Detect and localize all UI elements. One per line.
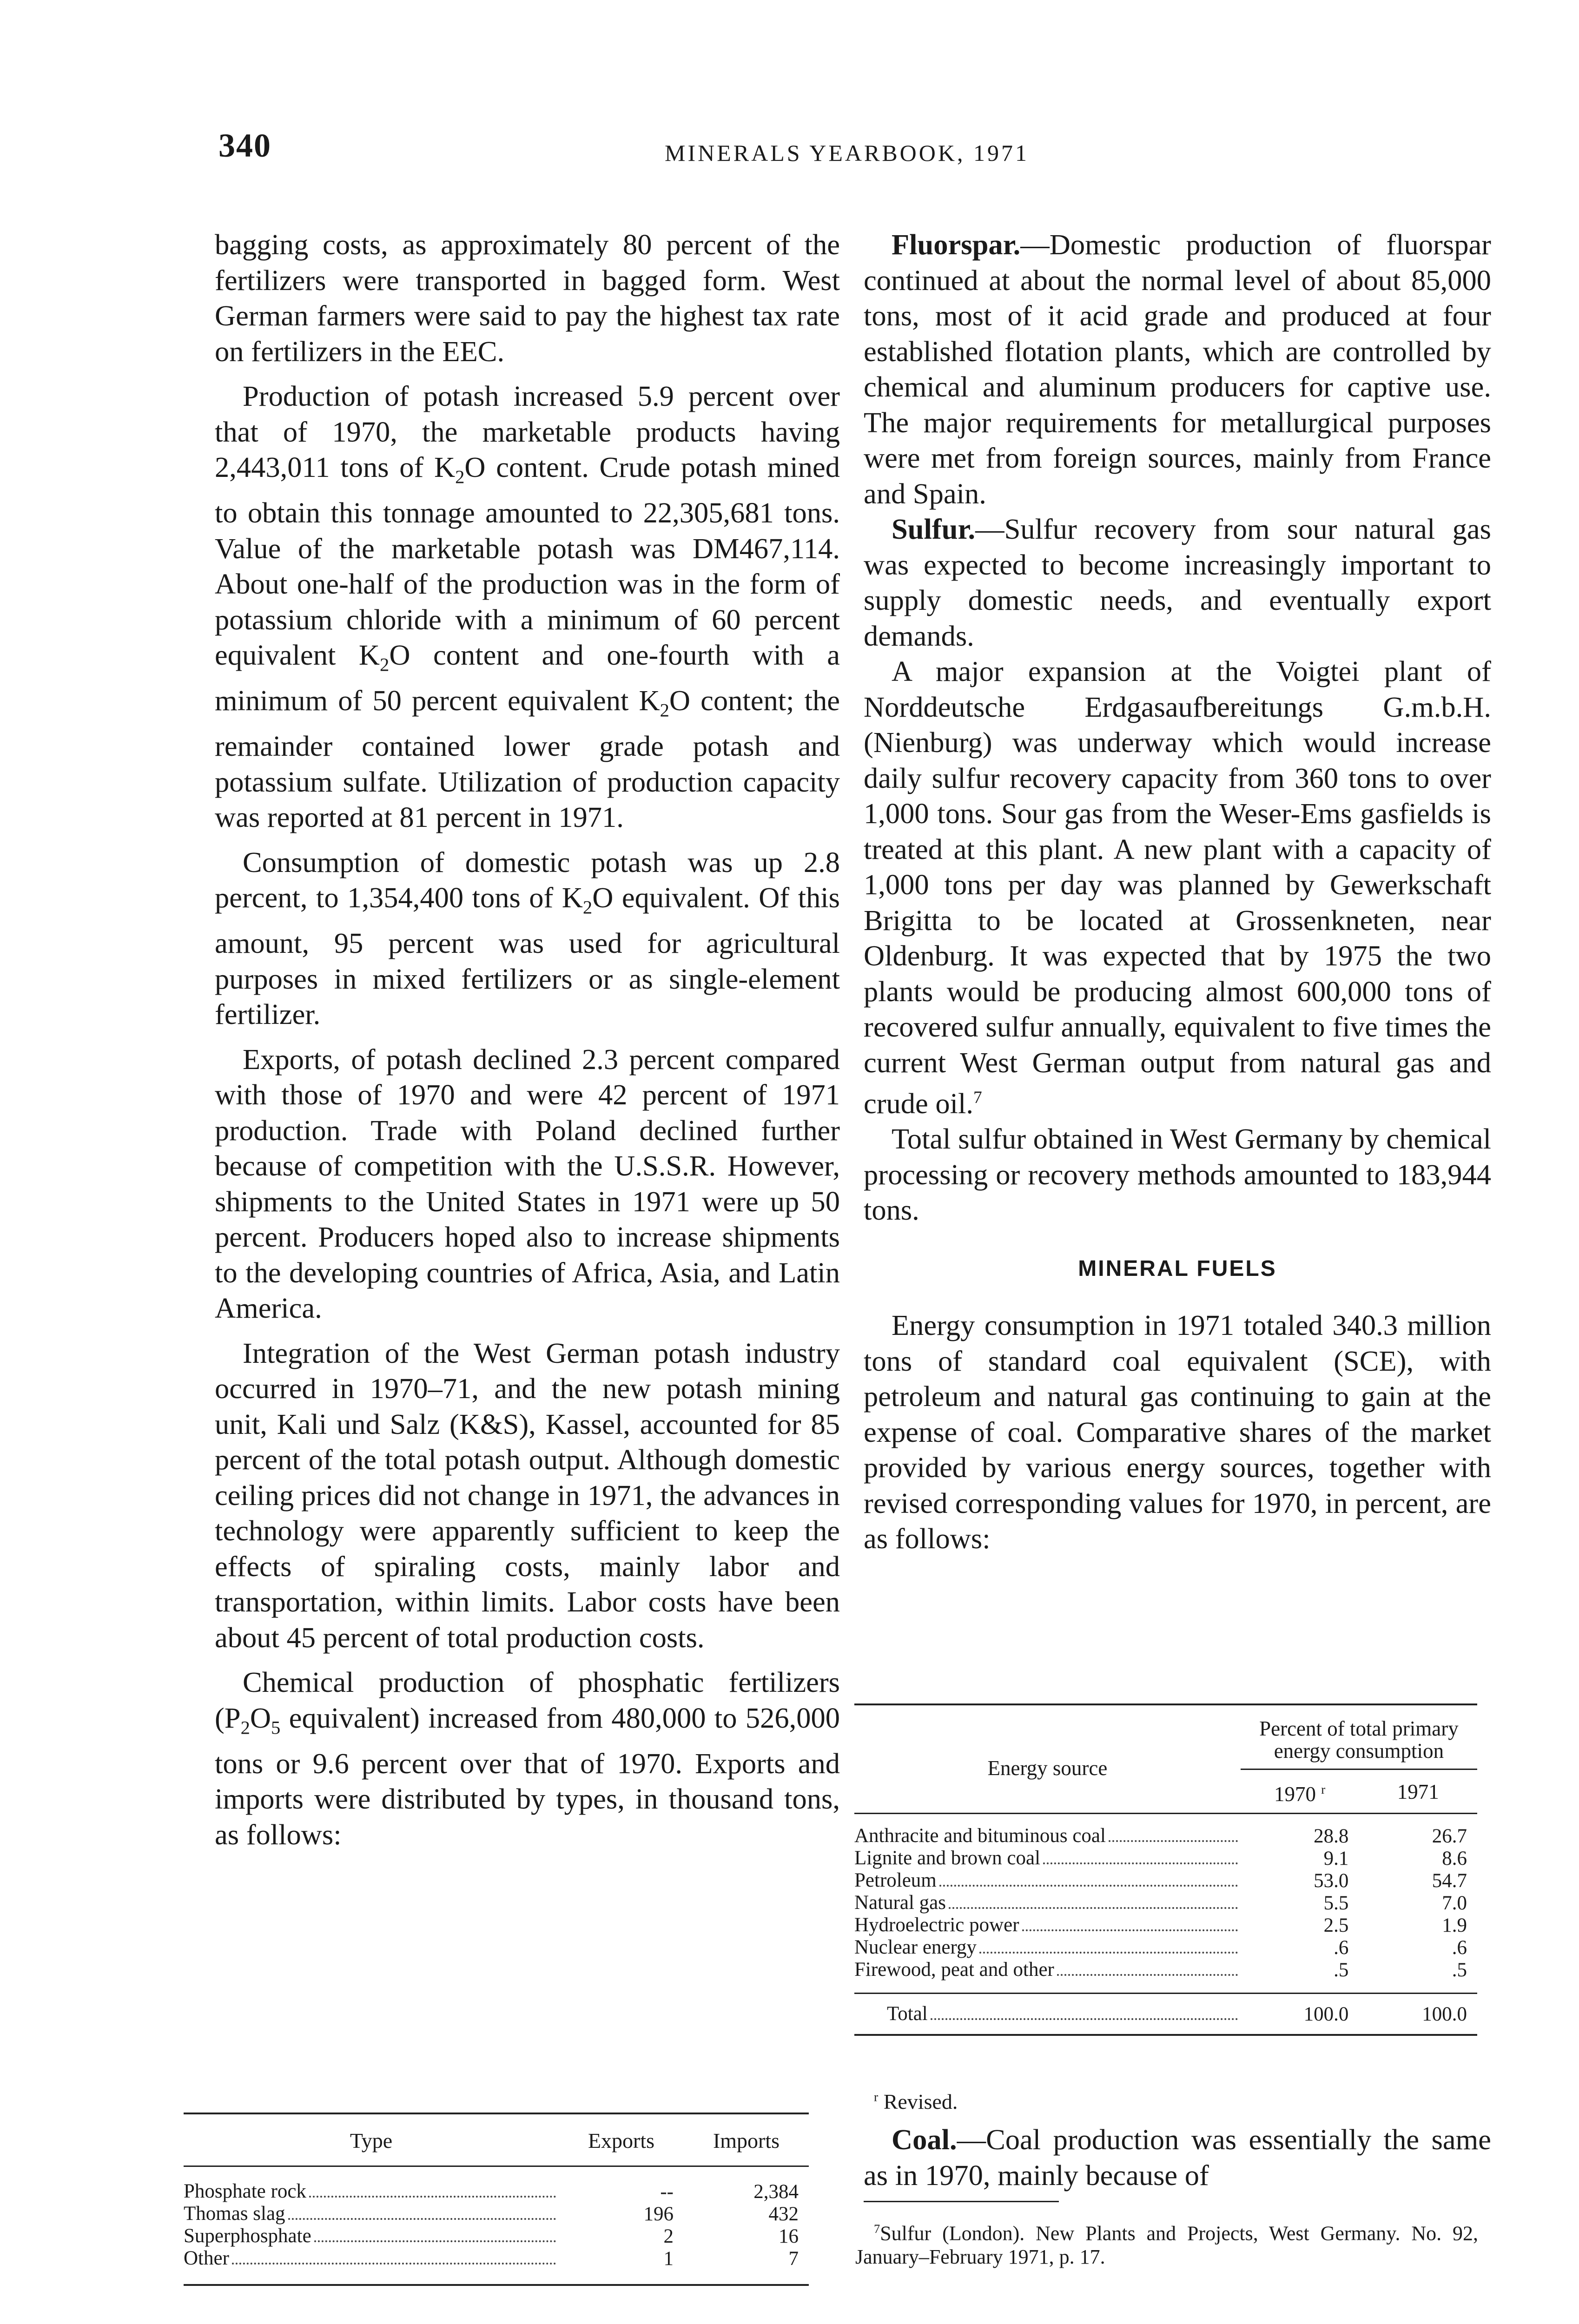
table-row: Hydroelectric power 2.5 1.9 [854, 1914, 1467, 1936]
column-header-1971: 1971 [1359, 1769, 1477, 1814]
table-row: Natural gas 5.5 7.0 [854, 1892, 1467, 1914]
paragraph-voigtei-plant: A major expansion at the Voigtei plant of Norddeutsche Erdgasaufbereitungs G.m.b.H. (Nienburg) was underway which would increase daily sulfur recovery capacity from 360 tons to over 1,000 tons. Sour gas from the Weser-Ems gasfields is treated at this plant. A new plant with a capacity of 1,000 tons per day was planned by Gewerkschaft Brigitta to be located at Grossenkneten, near Oldenburg. It was expected that by 1975 the two plants would be producing almost 600,000 tons of recovered sulfur annually, equivalent to five times the current West German output from natural gas and crude oil.$^7$ [864, 655, 1491, 1120]
column-header-imports: Imports [684, 2113, 809, 2166]
table-row: Firewood, peat and other .5 .5 [854, 1959, 1477, 1994]
section-heading: MINERAL FUELS [1078, 1256, 1277, 1281]
table-row: Thomas slag 196 432 [184, 2203, 799, 2225]
paragraph-industry-integration: Integration of the West German potash industry occurred in 1970–71, and the new potash mining unit, Kali und Salz (K&S), Kassel, accounted for 85 percent of the total potash output. Although domestic ceiling prices did not change in 1971, the advances in technology were apparently sufficient to keep the effects of spiraling costs, mainly labor and transportation, within limits. Labor costs have been about 45 percent of total production costs. [215, 1336, 840, 1654]
footnote-divider [864, 2201, 1059, 2202]
footnote: $^7$Sulfur (London). New Plants and Projects, West Germany. No. 92, January–February 1971, p. 17. [855, 2222, 1478, 2268]
paragraph-potash-exports: Exports, of potash declined 2.3 percent compared with those of 1970 and were 42 percent of 1971 production. Trade with Poland declined further because of competition with the U.S.S.R. However, shipments to the United States in 1971 were up 50 percent. Producers hoped also to increase shipments to the developing countries of Africa, Asia, and Latin America. [215, 1043, 840, 1324]
energy-consumption-table [854, 1703, 1477, 2036]
revised-note: $^r$ Revised. [874, 2089, 958, 2113]
right-column [864, 227, 1491, 1557]
paragraph-bagging-costs: bagging costs, as approximately 80 percent of the fertilizers were transported in bagged form. West German farmers were said to pay the highest tax rate on fertilizers in the EEC. [215, 228, 840, 368]
phosphate-trade-table [184, 2113, 809, 2286]
column-header-exports: Exports [559, 2113, 684, 2166]
column-header-percent-group: Percent of total primary energy consumption [1241, 1704, 1477, 1769]
table-total-row: Total 100.0 100.0 [854, 1994, 1477, 2035]
table-row: Nuclear energy .6 .6 [854, 1936, 1467, 1959]
column-header-type: Type [184, 2113, 559, 2166]
paragraph-sulfur: Sulfur.—Sulfur recovery from sour natural gas was expected to become increasingly important to supply domestic needs, and eventually export demands. [864, 513, 1491, 652]
table-row: Other 1 7 [184, 2248, 809, 2285]
paragraph-potash-consumption: Consumption of domestic potash was up 2.8 percent, to 1,354,400 tons of $K_2O$ equivalent. Of this amount, 95 percent was used for agricultural purposes in mixed fertilizers or as single-element fertilizer. [215, 845, 840, 1030]
table-row: Petroleum 53.0 54.7 [854, 1869, 1467, 1892]
paragraph-energy-consumption: Energy consumption in 1971 totaled 340.3 million tons of standard coal equivalent (SCE), with petroleum and natural gas continuing to gain at the expense of coal. Comparative shares of the market provided by various energy sources, together with revised corresponding values for 1970, in percent, are as follows: [864, 1309, 1491, 1555]
paragraph-total-sulfur: Total sulfur obtained in West Germany by chemical processing or recovery methods amounted to 183,944 tons. [864, 1122, 1491, 1227]
paragraph-potash-production: Production of potash increased 5.9 percent over that of 1970, the marketable products having 2,443,011 tons of $K_2O$ content. Crude potash mined to obtain this tonnage amounted to 22,305,681 tons. Value of the marketable potash was DM467,114. About one-half of the production was in the form of potassium chloride with a minimum of 60 percent equivalent $K_2O$ content and one-fourth with a minimum of 50 percent equivalent $K_2O$ content; the remainder contained lower grade potash and potassium sulfate. Utilization of production capacity was reported at 81 percent in 1971. [215, 380, 840, 833]
column-header-energy-source: Energy source [854, 1704, 1241, 1814]
page-number: 340 [218, 127, 271, 164]
column-header-1970: 1970 $^r$ [1241, 1769, 1359, 1814]
table-row: Anthracite and bituminous coal 28.8 26.7 [854, 1825, 1467, 1847]
paragraph-phosphatic-fertilizers: Chemical production of phosphatic fertilizers ($P_2O_5$ equivalent) increased from 480,000 to 526,000 tons or 9.6 percent over that of 1970. Exports and imports were distributed by types, in thousand tons, as follows: [215, 1666, 840, 1851]
table-row: Superphosphate 2 16 [184, 2225, 799, 2247]
table-row: Phosphate rock -- 2,384 [184, 2180, 799, 2203]
paragraph-coal: Coal.—Coal production was essentially the same as in 1970, mainly because of [864, 2123, 1491, 2192]
left-column [215, 227, 840, 1852]
running-title: MINERALS YEARBOOK, 1971 [665, 140, 1029, 166]
paragraph-fluorspar: Fluorspar.—Domestic production of fluorspar continued at about the normal level of about 85,000 tons, most of it acid grade and produced at four established flotation plants, which are controlled by chemical and aluminum producers for captive use. The major requirements for metallurgical purposes were met from foreign sources, mainly from France and Spain. [864, 228, 1491, 510]
table-row: Lignite and brown coal 9.1 8.6 [854, 1847, 1467, 1869]
